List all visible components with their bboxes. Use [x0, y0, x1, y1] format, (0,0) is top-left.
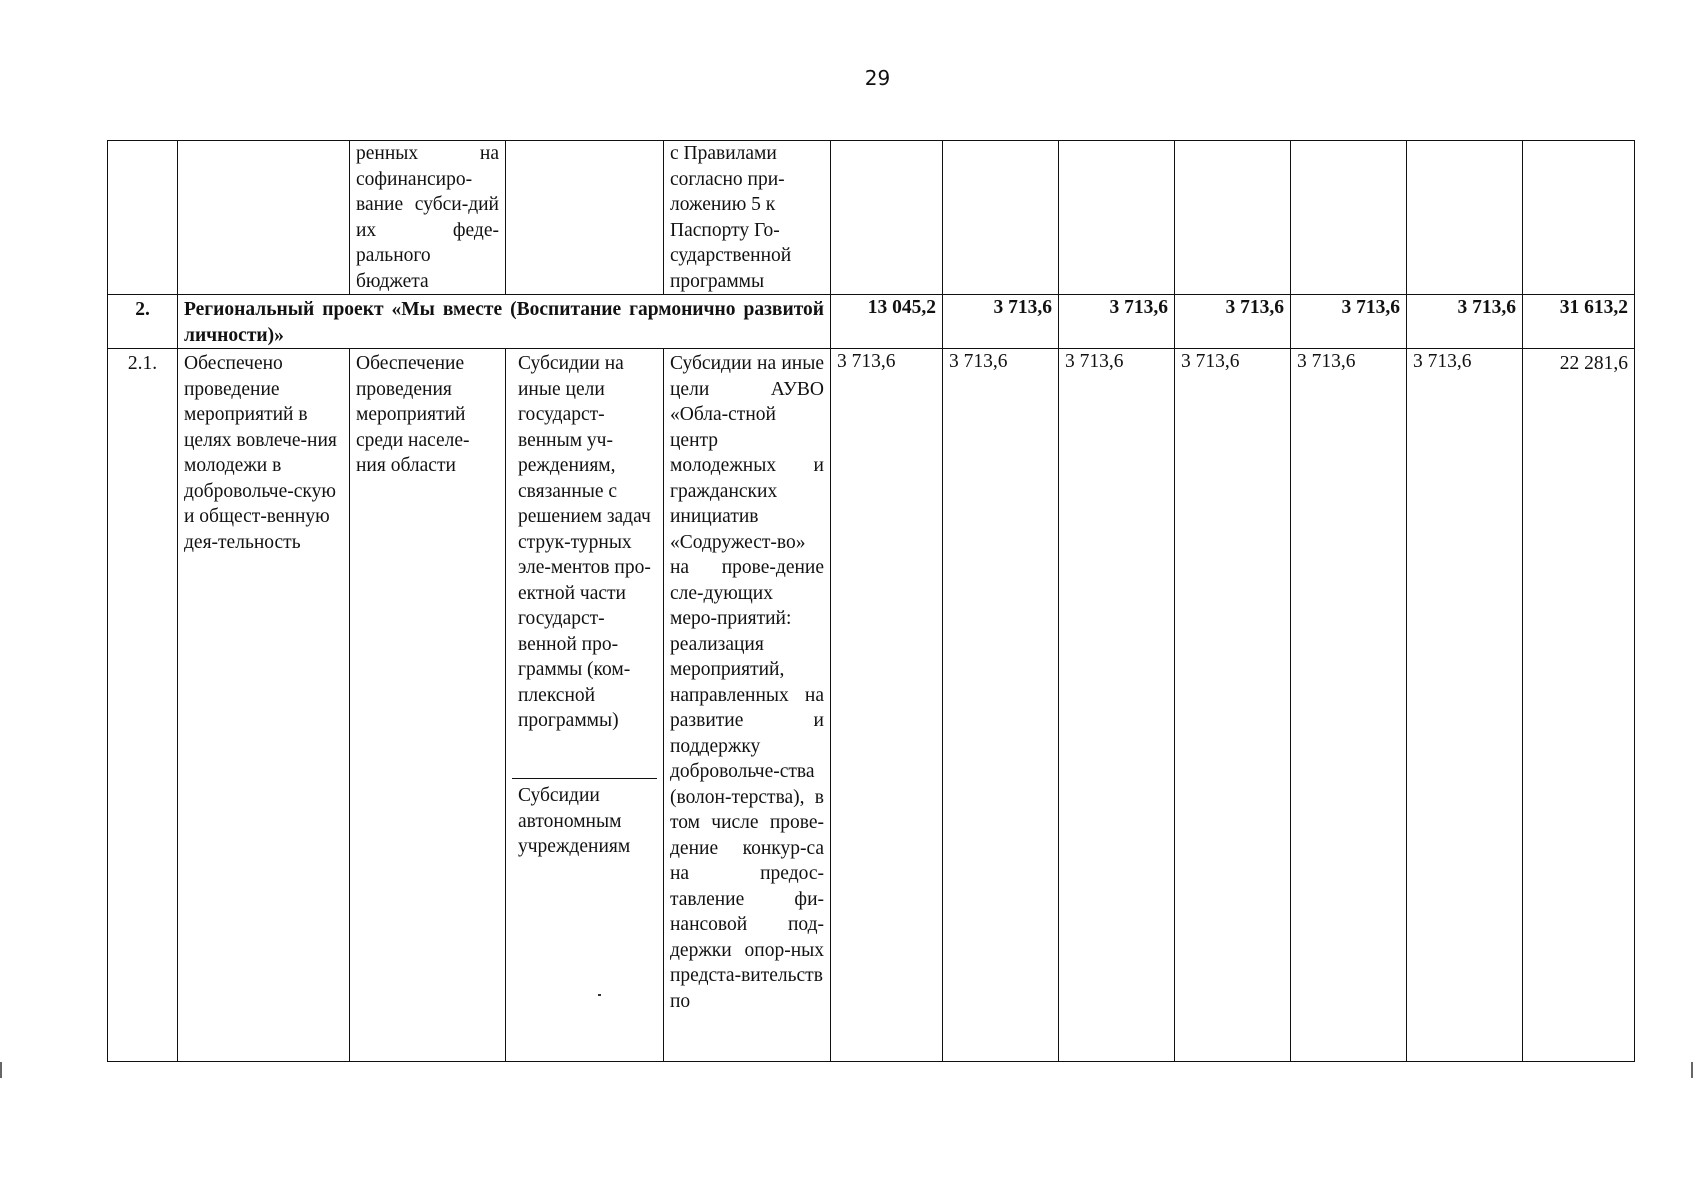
- project-value-6: 3 713,6: [1407, 295, 1523, 349]
- cell: [506, 141, 664, 295]
- item-value-1: 3 713,6: [831, 349, 943, 1062]
- cell-funding-note: ренных на софинансиро-вание субси-дий их феде-рального бюджета: [350, 141, 506, 295]
- table-row-continuation: [108, 141, 1635, 295]
- item-value-6: 3 713,6: [1407, 349, 1523, 1062]
- table-row-item: [108, 349, 1635, 1062]
- cell: [831, 141, 943, 295]
- cell: [1407, 141, 1523, 295]
- subsidy-state-institutions: Субсидии на иные цели государст-венным уч-реждениям, связанные с решением задач струк-турных эле-ментов про-ектной части государст-венной про-граммы (ком-плексной программы): [512, 349, 657, 779]
- item-subsidy-type: [506, 349, 664, 1062]
- item-number: 2.1.: [108, 349, 178, 1062]
- cell: [943, 141, 1059, 295]
- cell: [108, 141, 178, 295]
- project-value-4: 3 713,6: [1175, 295, 1291, 349]
- subsidy-autonomous-institutions: Субсидии автономным учреждениям: [518, 785, 631, 857]
- scan-margin-mark: [1691, 1062, 1693, 1078]
- project-value-5: 3 713,6: [1291, 295, 1407, 349]
- cell: [1175, 141, 1291, 295]
- item-activity: Обеспечение проведения мероприятий среди населе-ния области: [350, 349, 506, 1062]
- page-number: 29: [864, 66, 891, 90]
- cell-rules-note: с Правилами согласно при-ложению 5 к Паспорту Го-сударственной программы: [664, 141, 831, 295]
- project-value-1: 13 045,2: [831, 295, 943, 349]
- project-title: Региональный проект «Мы вместе (Воспитание гармонично развитой личности)»: [178, 295, 831, 349]
- table-row-project: [108, 295, 1635, 349]
- cell: [1059, 141, 1175, 295]
- budget-table: [107, 140, 1635, 1062]
- cell: [1291, 141, 1407, 295]
- item-value-5: 3 713,6: [1291, 349, 1407, 1062]
- scan-margin-mark: [0, 1062, 2, 1078]
- item-value-2: 3 713,6: [943, 349, 1059, 1062]
- item-description: Субсидии на иные цели АУВО «Обла-стной центр молодежных и гражданских инициатив «Содружест-во» на прове-дение сле-дующих меро-приятий: реализация мероприятий, направленных на развитие и поддержку добровольче-ства (волон-терства), в том числе прове-дение конкур-са на предос-тавление фи-нансовой под-держки опор-ных предста-вительств по: [664, 349, 831, 1062]
- project-value-3: 3 713,6: [1059, 295, 1175, 349]
- scan-dot: [598, 994, 601, 996]
- item-result: Обеспечено проведение мероприятий в целях вовлече-ния молодежи в добровольче-скую и общест-венную дея-тельность: [178, 349, 350, 1062]
- item-value-3: 3 713,6: [1059, 349, 1175, 1062]
- project-value-total: 31 613,2: [1523, 295, 1635, 349]
- cell: [178, 141, 350, 295]
- project-number: 2.: [108, 295, 178, 349]
- cell: [1523, 141, 1635, 295]
- project-value-2: 3 713,6: [943, 295, 1059, 349]
- item-value-4: 3 713,6: [1175, 349, 1291, 1062]
- item-value-total: 22 281,6: [1523, 349, 1635, 1062]
